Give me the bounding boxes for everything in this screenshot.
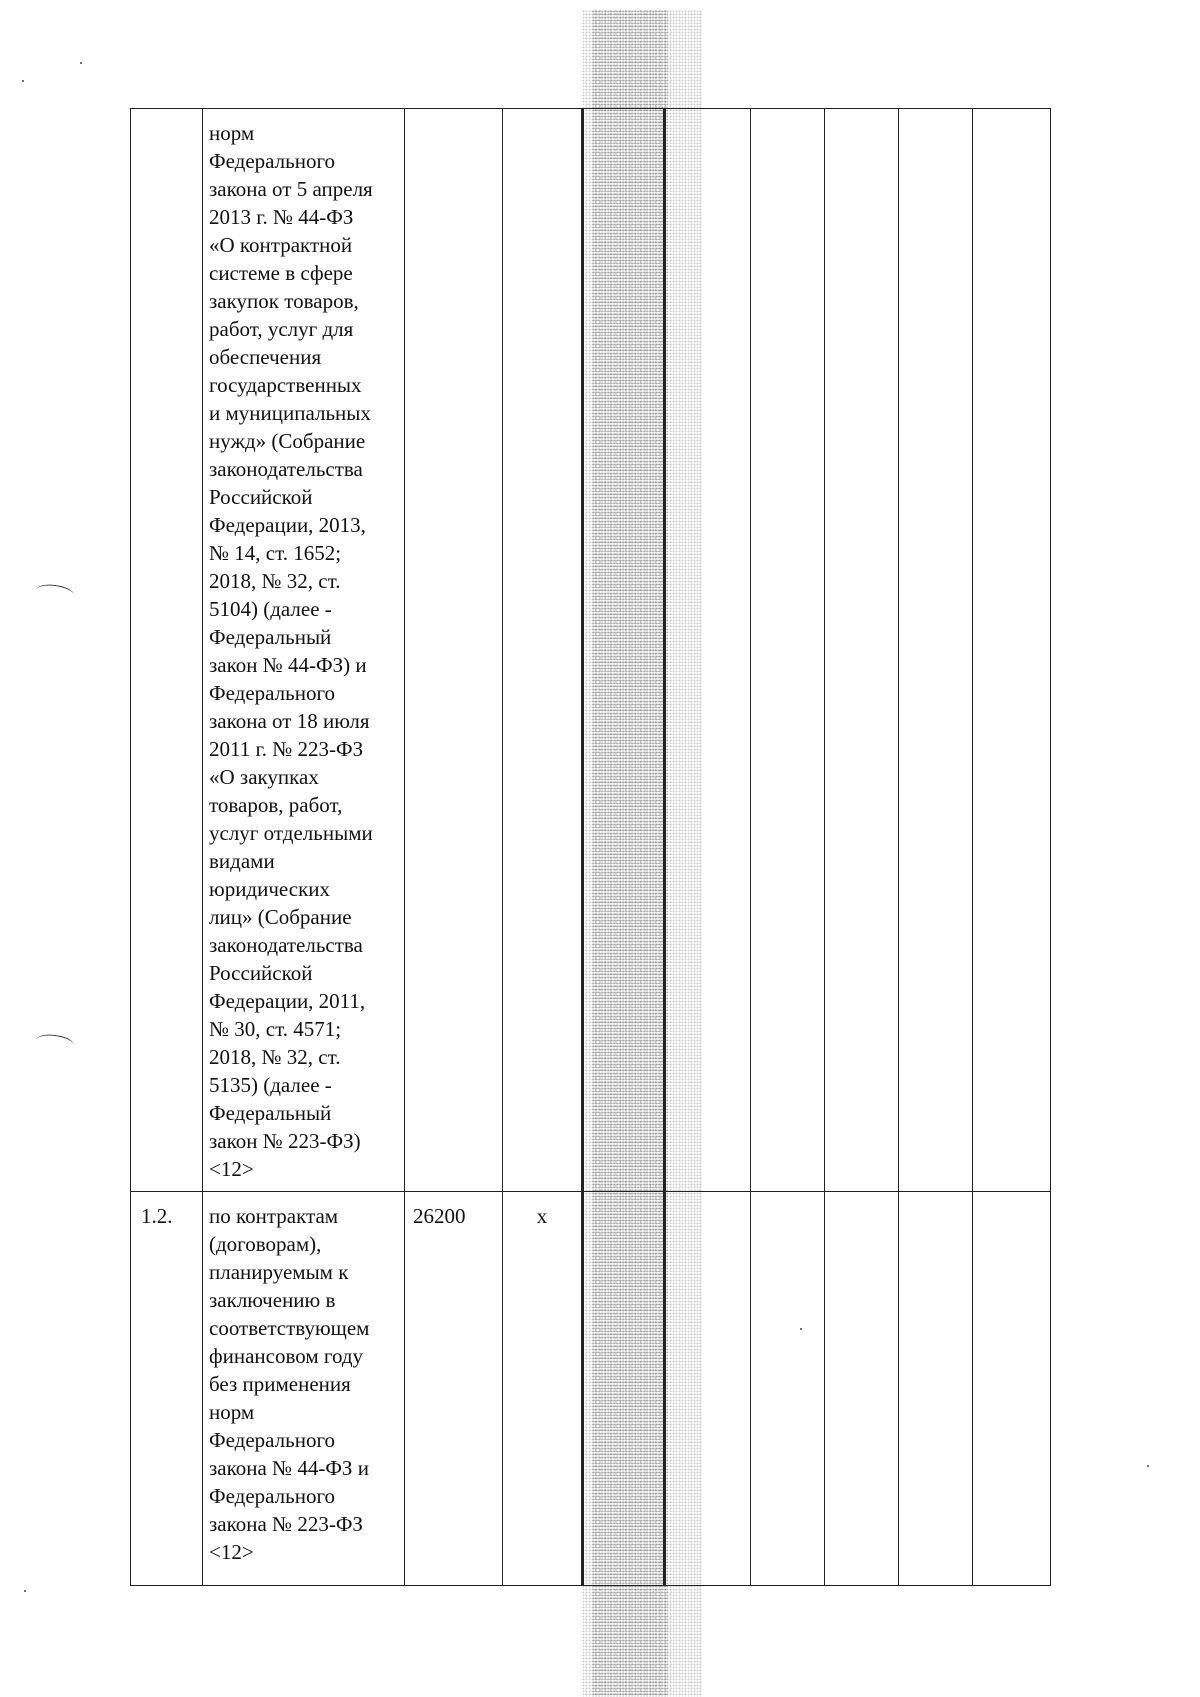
row-number-cell: 1.2. — [131, 1192, 203, 1586]
empty-cell — [899, 109, 973, 1192]
table-row — [131, 109, 1051, 1192]
hole-punch-mark-upper — [35, 582, 75, 602]
row-mark-cell — [503, 109, 583, 1192]
empty-cell — [973, 109, 1051, 1192]
empty-cell — [899, 1192, 973, 1586]
empty-cell — [583, 109, 665, 1192]
scan-speck — [22, 80, 24, 82]
row-code-cell: 26200 — [405, 1192, 503, 1586]
scan-speck — [24, 1590, 26, 1592]
empty-cell — [665, 1192, 751, 1586]
empty-cell — [825, 109, 899, 1192]
report-table — [130, 108, 1051, 1586]
row-description-cell: норм Федерального закона от 5 апреля 2013 г. № 44-ФЗ «О контрактной системе в сфере закупок товаров, работ, услуг для обеспечения государственных и муниципальных нужд» (Собрание законодательства Российской Федерации, 2013, № 14, ст. 1652; 2018, № 32, ст. 5104) (далее - Федеральный закон № 44-ФЗ) и Федерального закона от 18 июля 2011 г. № 223-ФЗ «О закупках товаров, работ, услуг отдельными видами юридических лиц» (Собрание законодательства Российской Федерации, 2011, № 30, ст. 4571; 2018, № 32, ст. 5135) (далее - Федеральный закон № 223-ФЗ) <12> — [203, 109, 405, 1192]
row-code-cell — [405, 109, 503, 1192]
empty-cell — [973, 1192, 1051, 1586]
scan-speck — [80, 62, 82, 64]
empty-cell — [751, 109, 825, 1192]
row-description-cell: по контрактам (договорам), планируемым к заключению в соответствующем финансовом году без применения норм Федерального закона № 44-ФЗ и Федерального закона № 223-ФЗ <12> — [203, 1192, 405, 1586]
empty-cell — [665, 109, 751, 1192]
empty-cell — [825, 1192, 899, 1586]
scan-speck — [1147, 1465, 1149, 1467]
empty-cell — [583, 1192, 665, 1586]
table-row — [131, 1192, 1051, 1586]
hole-punch-mark-lower — [35, 1032, 75, 1052]
empty-cell — [751, 1192, 825, 1586]
row-mark-cell: x — [503, 1192, 583, 1586]
row-number-cell — [131, 109, 203, 1192]
